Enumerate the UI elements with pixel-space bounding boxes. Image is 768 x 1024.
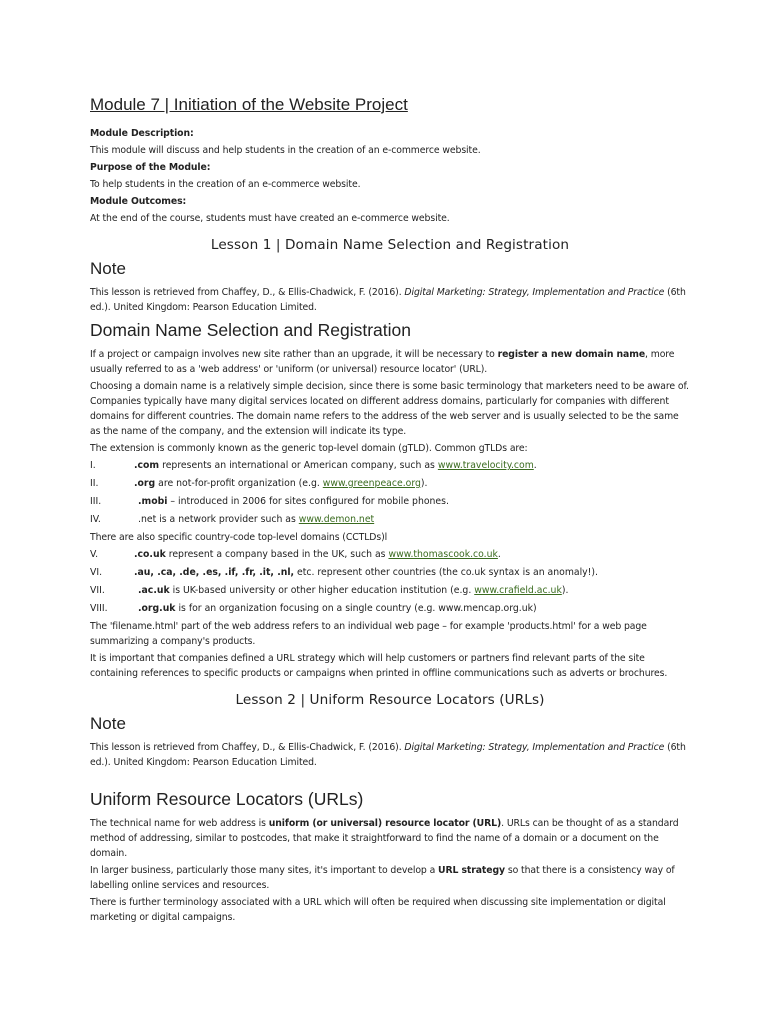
- list-number: VII.: [90, 585, 105, 596]
- note-book-title: Digital Marketing: Strategy, Implementation and Practice: [404, 287, 665, 298]
- list-item: [90, 476, 690, 491]
- list-item: [90, 512, 690, 527]
- list-item: [90, 494, 690, 509]
- domain-paragraph-3: The extension is commonly known as the generic top-level domain (gTLD). Common gTLDs are:: [90, 443, 528, 454]
- note-publisher: (6th ed.). United Kingdom: Pearson Education Limited.: [90, 287, 686, 313]
- list-item: [90, 601, 690, 616]
- hyperlink[interactable]: www.crafield.ac.uk: [474, 585, 562, 596]
- list-text: ).: [420, 478, 428, 489]
- list-text: .net is a network provider such as: [138, 514, 299, 525]
- list-text: ).: [561, 585, 569, 596]
- note-citation: This lesson is retrieved from Chaffey, D., & Ellis-Chadwick, F. (2016).: [90, 742, 405, 753]
- list-text: is for an organization focusing on a single country (e.g. www.mencap.org.uk): [175, 603, 537, 614]
- bold-term: .org.uk: [138, 603, 176, 614]
- list-text: represents an international or American company, such as: [159, 460, 438, 471]
- module-outcomes-text: At the end of the course, students must have created an e-commerce website.: [90, 213, 450, 224]
- domain-paragraph-4: There are also specific country-code top-level domains (CCTLDs)l: [90, 532, 388, 543]
- list-number: V.: [90, 549, 99, 560]
- list-text: are not-for-profit organization (e.g.: [155, 478, 323, 489]
- list-text: is UK-based university or other higher education institution (e.g.: [169, 585, 475, 596]
- lesson-1-note-text: [90, 285, 690, 315]
- module-description-text: This module will discuss and help students in the creation of an e-commerce website.: [90, 145, 481, 156]
- list-number: II.: [90, 478, 99, 489]
- document-content: [90, 94, 690, 927]
- domain-paragraph-1: [90, 347, 690, 377]
- hyperlink[interactable]: www.travelocity.com: [437, 460, 534, 471]
- list-text: – introduced in 2006 for sites configured for mobile phones.: [167, 496, 449, 507]
- url-paragraph-3: There is further terminology associated with a URL which will often be required when discussing site implementation or digital marketing or digital campaigns.: [90, 897, 666, 923]
- module-purpose-text: To help students in the creation of an e-commerce website.: [90, 179, 361, 190]
- paragraph-text: so that there is a consistency way of labelling online services and resources.: [90, 865, 675, 891]
- note-book-title: Digital Marketing: Strategy, Implementation and Practice: [404, 742, 665, 753]
- lesson-2-note-heading: Note: [90, 714, 126, 733]
- list-number: IV.: [90, 514, 101, 525]
- url-paragraph-1: [90, 816, 690, 861]
- paragraph-text: The technical name for web address is: [90, 818, 269, 829]
- bold-term: .mobi: [138, 496, 168, 507]
- cctld-list: [90, 547, 690, 616]
- list-text: represent a company based in the UK, such as: [165, 549, 389, 560]
- url-section-heading: Uniform Resource Locators (URLs): [90, 789, 364, 809]
- url-paragraph-2: [90, 863, 690, 893]
- page-title: Module 7 | Initiation of the Website Project: [90, 95, 408, 114]
- list-text: .: [497, 549, 501, 560]
- list-number: III.: [90, 496, 102, 507]
- domain-section-heading: Domain Name Selection and Registration: [90, 320, 411, 340]
- bold-term: uniform (or universal) resource locator (URL): [268, 818, 502, 829]
- bold-term: .au, .ca, .de, .es, .if, .fr, .it, .nl,: [134, 567, 295, 578]
- domain-paragraph-5: The 'filename.html' part of the web address refers to an individual web page – for example 'products.html' for a web page summarizing a company's products.: [90, 621, 647, 647]
- note-citation: This lesson is retrieved from Chaffey, D., & Ellis-Chadwick, F. (2016).: [90, 287, 405, 298]
- bold-term: URL strategy: [438, 865, 506, 876]
- list-number: I.: [90, 460, 96, 471]
- domain-paragraph-2: Choosing a domain name is a relatively simple decision, since there is some basic terminology that marketers need to be aware of. Companies typically have many digital services located on different address domains, particularly for companies with different domains for different countries. The domain name refers to the address of the web server and is usually selected to be the same as the name of the company, and the extension will indicate its type.: [90, 381, 689, 437]
- list-item: [90, 458, 690, 473]
- list-number: VIII.: [90, 603, 108, 614]
- note-publisher: (6th ed.). United Kingdom: Pearson Education Limited.: [90, 742, 686, 768]
- gtld-list: [90, 458, 690, 527]
- bold-term: register a new domain name: [497, 349, 646, 360]
- lesson-1-note-heading: Note: [90, 259, 126, 278]
- bold-term: .ac.uk: [138, 585, 170, 596]
- module-purpose-label: Purpose of the Module:: [90, 162, 211, 173]
- lesson-1-heading: Lesson 1 | Domain Name Selection and Registration: [210, 237, 570, 253]
- lesson-2-note-text: [90, 740, 690, 770]
- lesson-2-heading: Lesson 2 | Uniform Resource Locators (URLs): [235, 692, 545, 708]
- hyperlink[interactable]: www.greenpeace.org: [322, 478, 421, 489]
- list-text: etc. represent other countries (the co.uk syntax is an anomaly!).: [294, 567, 598, 578]
- list-item: [90, 583, 690, 598]
- list-item: [90, 565, 690, 580]
- list-number: VI.: [90, 567, 103, 578]
- paragraph-text: . URLs can be thought of as a standard method of addressing, similar to postcodes, that make it straightforward to find the name of a domain or a document on the domain.: [90, 818, 679, 859]
- module-description-label: Module Description:: [90, 128, 194, 139]
- hyperlink[interactable]: www.thomascook.co.uk: [388, 549, 498, 560]
- domain-paragraph-6: It is important that companies defined a URL strategy which will help customers or partners find relevant parts of the site containing references to specific products or campaigns when printed in offline communications such as adverts or brochures.: [90, 653, 668, 679]
- bold-term: .org: [134, 478, 156, 489]
- hyperlink[interactable]: www.demon.net: [298, 514, 375, 525]
- list-text: .: [533, 460, 537, 471]
- bold-term: .co.uk: [134, 549, 166, 560]
- paragraph-text: In larger business, particularly those many sites, it's important to develop a: [90, 865, 439, 876]
- bold-term: .com: [134, 460, 160, 471]
- module-outcomes-label: Module Outcomes:: [90, 196, 187, 207]
- list-item: [90, 547, 690, 562]
- paragraph-text: If a project or campaign involves new site rather than an upgrade, it will be necessary to: [90, 349, 498, 360]
- paragraph-text: , more usually referred to as a 'web address' or 'uniform (or universal) resource locator' (URL).: [90, 349, 675, 375]
